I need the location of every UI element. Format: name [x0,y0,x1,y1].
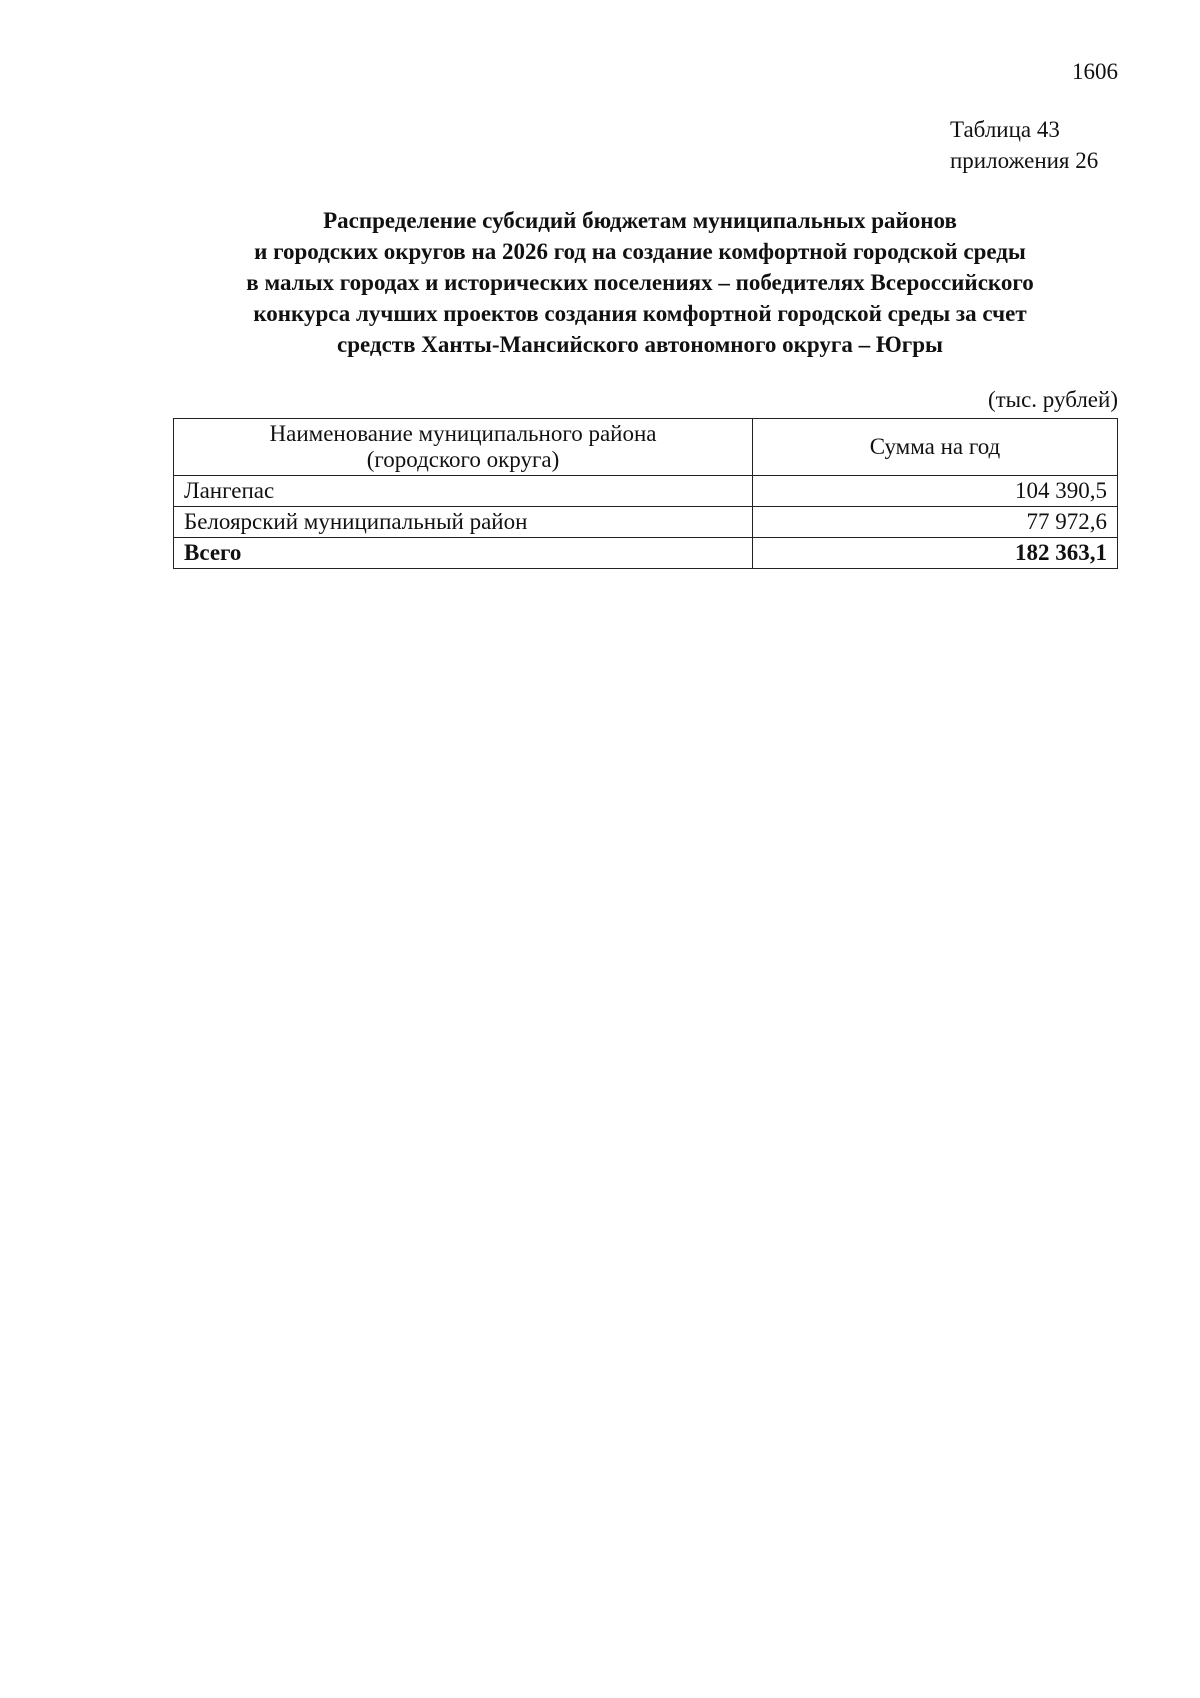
column-header-sum: Сумма на год [753,419,1118,476]
total-value: 182 363,1 [753,538,1118,569]
column-header-name-line1: Наименование муниципального района [269,421,657,446]
title-line: в малых городах и исторических поселениях – победителях Всероссийского [246,270,1034,295]
column-header-name-line2: (городского округа) [366,447,560,472]
appendix-number: приложения 26 [950,148,1099,173]
units-label: (тыс. рублей) [987,387,1118,412]
table-reference [950,114,1098,176]
table-number: Таблица 43 [950,117,1060,142]
title-line: Распределение субсидий бюджетам муниципальных районов [323,208,957,233]
row-name: Лангепас [174,476,753,507]
table-row [174,476,1118,507]
subsidy-table [173,418,1118,569]
row-name: Белоярский муниципальный район [174,507,753,538]
page-number: 1606 [1072,59,1118,84]
document-title [160,205,1120,360]
total-label: Всего [174,538,753,569]
row-value: 77 972,6 [753,507,1118,538]
row-value: 104 390,5 [753,476,1118,507]
total-row [174,538,1118,569]
title-line: и городских округов на 2026 год на создание комфортной городской среды [254,239,1026,264]
title-line: средств Ханты-Мансийского автономного округа – Югры [337,332,943,357]
title-line: конкурса лучших проектов создания комфортной городской среды за счет [253,301,1027,326]
column-header-name [174,419,753,476]
table-header-row [174,419,1118,476]
table-row [174,507,1118,538]
